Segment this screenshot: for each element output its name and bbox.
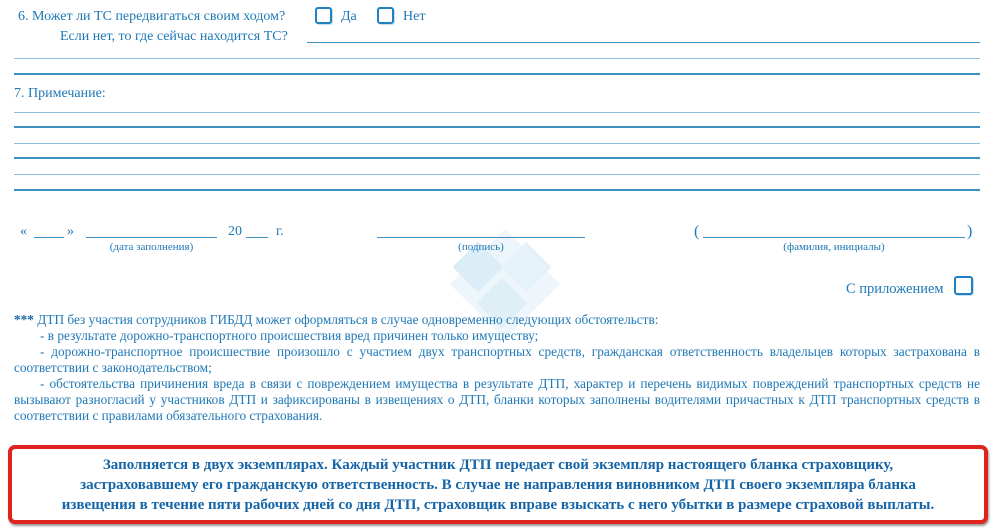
day-quote-open: « bbox=[20, 224, 27, 239]
signature-caption: (подпись) bbox=[458, 241, 504, 253]
name-caption: (фамилия, инициалы) bbox=[783, 241, 885, 253]
footnote-item: - дорожно-транспортное происшествие произошло с участием двух транспортных средств, гражданская ответственность владельцев которых застрахована в соответствии с законодательством; bbox=[14, 344, 980, 375]
day-field[interactable] bbox=[34, 222, 64, 238]
q6-no-label: Нет bbox=[403, 9, 426, 24]
signature-field[interactable] bbox=[377, 222, 585, 238]
notes-line[interactable] bbox=[14, 143, 980, 144]
q6-yes-label: Да bbox=[341, 9, 357, 24]
notice-highlight-box bbox=[8, 445, 988, 524]
name-paren-open: ( bbox=[694, 223, 700, 240]
write-in-line[interactable] bbox=[14, 58, 980, 59]
footnote-intro: *** ДТП без участия сотрудников ГИБДД может оформляться в случае одновременно следующих обстоятельств: bbox=[14, 312, 659, 327]
q6-yes-checkbox[interactable] bbox=[315, 7, 332, 24]
notes-line[interactable] bbox=[14, 157, 980, 159]
notes-line[interactable] bbox=[14, 126, 980, 128]
name-field[interactable] bbox=[703, 222, 965, 238]
footnote-block bbox=[14, 312, 980, 424]
footnote-marker: *** bbox=[14, 312, 34, 327]
q7-notes-label: 7. Примечание: bbox=[14, 86, 106, 101]
q6-no-checkbox[interactable] bbox=[377, 7, 394, 24]
write-in-line[interactable] bbox=[14, 73, 980, 75]
q6-question-label: 6. Может ли ТС передвигаться своим ходом? bbox=[18, 9, 286, 24]
footnote-item: - обстоятельства причинения вреда в связи с повреждением имущества в результате ДТП, характер и перечень видимых повреждений транспортных средств не вызывают разногласий у участников ДТП и зафиксированы в извещениях о ДТП, бланки которых заполнены водителями причастных к ДТП транспортных средств в соответствии с правилами обязательного страхования. bbox=[14, 376, 980, 423]
notes-line[interactable] bbox=[14, 189, 980, 191]
year-suffix-label: г. bbox=[276, 224, 284, 239]
attachment-label: С приложением bbox=[846, 281, 944, 297]
year-century-label: 20 bbox=[228, 224, 242, 239]
q6-location-field[interactable] bbox=[307, 27, 980, 43]
footnote-item: - в результате дорожно-транспортного происшествия вред причинен только имуществу; bbox=[40, 328, 539, 343]
name-paren-close: ) bbox=[967, 223, 973, 240]
day-quote-close: » bbox=[67, 224, 74, 239]
year-field[interactable] bbox=[246, 222, 268, 238]
attachment-checkbox[interactable] bbox=[954, 276, 973, 295]
fill-date-field[interactable] bbox=[86, 222, 217, 238]
q6-sub-question-label: Если нет, то где сейчас находится ТС? bbox=[60, 29, 288, 44]
fill-date-caption: (дата заполнения) bbox=[109, 241, 194, 253]
notes-line[interactable] bbox=[14, 112, 980, 113]
notice-text: Заполняется в двух экземплярах. Каждый участник ДТП передает свой экземпляр настоящего бланка страховщику, застраховавшему его гражданскую ответственность. В случае не направления виновником ДТП своего экземпляра бланка извещения в течение пяти рабочих дней со дня ДТП, страховщик вправе взыскать с него убытки в размере страховой выплаты. bbox=[61, 456, 935, 513]
notes-line[interactable] bbox=[14, 174, 980, 175]
